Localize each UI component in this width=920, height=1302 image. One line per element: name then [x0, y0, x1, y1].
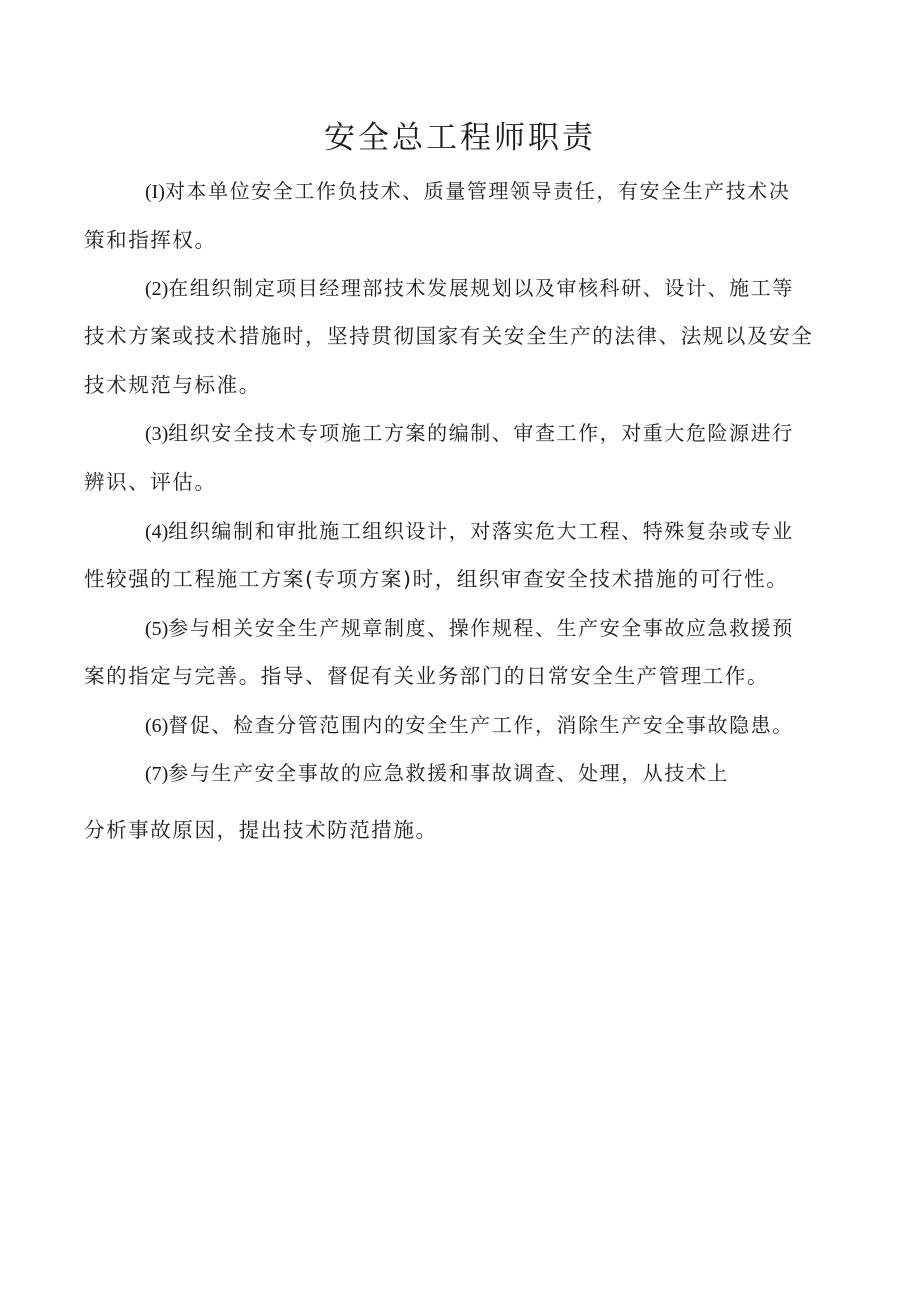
- paragraph-4-line-1: [145, 516, 920, 547]
- paragraph-6-line-1: [145, 710, 920, 741]
- paragraph-5-line-1: [145, 613, 920, 644]
- paragraph-2-line-1: [145, 273, 920, 304]
- item-number: (3): [145, 423, 169, 445]
- paragraph-text: 组织编制和审批施工组织设计，对落实危大工程、特殊复杂或专业: [168, 519, 794, 543]
- paragraph-1-line-2: 策和指挥权。: [84, 228, 217, 252]
- page-title: 安全总工程师职责: [324, 120, 596, 156]
- item-number: (7): [145, 763, 169, 785]
- paragraph-2-line-2: 技术方案或技术措施时，坚持贯彻国家有关安全生产的法律、法规以及安全: [84, 324, 814, 348]
- item-number: (I): [145, 181, 165, 203]
- paragraph-1-line-1: [145, 176, 920, 207]
- paragraph-text: 督促、检查分管范围内的安全生产工作，消除生产安全事故隐患。: [168, 713, 794, 737]
- paragraph-text: 在组织制定项目经理部技术发展规划以及审核科研、设计、施工等: [168, 276, 794, 300]
- item-number: (2): [145, 278, 169, 300]
- item-number: (6): [145, 715, 169, 737]
- paragraph-2-line-3: 技术规范与标准。: [84, 373, 261, 397]
- paragraph-text: 参与生产安全事故的应急救援和事故调查、处理，从技术上: [168, 761, 730, 785]
- paragraph-3-line-1: [145, 418, 920, 449]
- paragraph-text: 参与相关安全生产规章制度、操作规程、生产安全事故应急救援预: [168, 616, 794, 640]
- paragraph-3-line-2: 辨识、评估。: [84, 470, 217, 494]
- paragraph-text: 组织安全技术专项施工方案的编制、审查工作，对重大危险源进行: [168, 421, 794, 445]
- paragraph-7-line-1: [145, 758, 920, 789]
- item-number: (5): [145, 618, 169, 640]
- paragraph-4-line-2: 性较强的工程施工方案(专项方案)时，组织审查安全技术措施的可行性。: [84, 567, 789, 591]
- paragraph-5-line-2: 案的指定与完善。指导、督促有关业务部门的日常安全生产管理工作。: [84, 664, 770, 688]
- item-number: (4): [145, 521, 169, 543]
- paragraph-7-line-2: 分析事故原因，提出技术防范措施。: [84, 818, 438, 842]
- paragraph-text: 对本单位安全工作负技术、质量管理领导责任，有安全生产技术决: [164, 179, 791, 203]
